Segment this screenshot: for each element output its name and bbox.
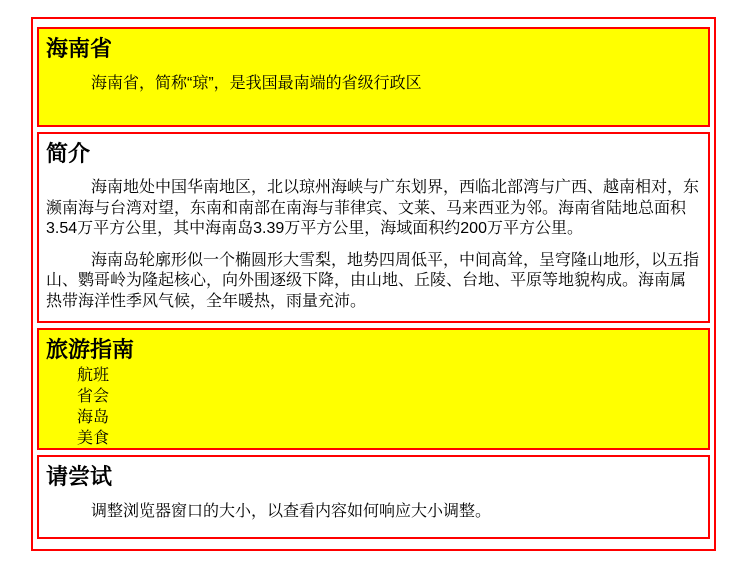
menu-item-flights: 航班 xyxy=(77,367,110,385)
intro-paragraph-1: 海南地处中国华南地区，北以琼州海峡与广东划界，西临北部湾与广西、越南相对，东濒南海与台湾对望，东南和南部在南海与菲律宾、文莱、马来西亚为邻。海南省陆地总面积3.54万平方公里，其中海南岛3.39万平方公里，海域面积约200万平方公里。 xyxy=(46,179,700,238)
menu-item-capital: 省会 xyxy=(77,388,110,406)
menu-item-islands: 海岛 xyxy=(77,409,110,427)
section-try-it xyxy=(37,455,710,539)
content-frame xyxy=(31,17,716,551)
intro-paragraph-2: 海南岛轮廓形似一个椭圆形大雪梨，地势四周低平，中间高耸，呈穹隆山地形，以五指山、鹦哥岭为隆起核心，向外围逐级下降，由山地、丘陵、台地、平原等地貌构成。海南属热带海洋性季风气候，全年暖热，雨量充沛。 xyxy=(46,251,700,310)
section-travel-guide xyxy=(37,328,710,450)
section-province-header xyxy=(37,27,710,127)
menu-item-food: 美食 xyxy=(77,430,110,448)
province-subtitle: 海南省，简称“琼”，是我国最南端的省级行政区 xyxy=(91,75,422,93)
section-intro xyxy=(37,132,710,323)
province-title: 海南省 xyxy=(46,36,113,61)
intro-title: 简介 xyxy=(46,141,91,166)
travel-guide-title: 旅游指南 xyxy=(46,337,135,362)
try-it-title: 请尝试 xyxy=(46,464,113,489)
try-it-text: 调整浏览器窗口的大小，以查看内容如何响应大小调整。 xyxy=(91,503,492,521)
